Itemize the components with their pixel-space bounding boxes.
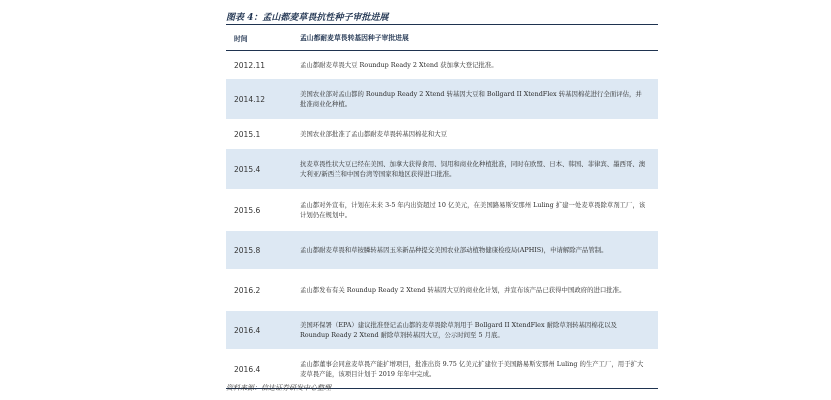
row-text: 孟山都耐麦草畏大豆 Roundup Ready 2 Xtend 获加拿大登记批准。 bbox=[300, 61, 498, 69]
table-row bbox=[226, 269, 658, 310]
approval-table bbox=[226, 24, 658, 389]
row-time: 2012.11 bbox=[234, 60, 266, 70]
row-text: 美国农业部批准了孟山都耐麦草畏转基因棉花和大豆 bbox=[300, 130, 447, 138]
row-time: 2016.4 bbox=[234, 325, 261, 335]
figure-title: 图表 4：孟山都麦草畏抗性种子审批进展 bbox=[226, 13, 389, 23]
row-text: 孟山都董事会同意麦草畏产能扩增项目，批准出资 9.75 亿美元扩建位于美国路易斯安那州 Luling 的生产工厂，用于扩大麦草畏产能，该项目计划于 2019 年年中完成。 bbox=[300, 360, 644, 378]
header-time: 时间 bbox=[234, 34, 248, 43]
row-time: 2016.2 bbox=[234, 285, 261, 295]
row-text: 抗麦草畏性状大豆已经在美国、加拿大获得食用、饲用和商业化种植批准，同时在欧盟、日本、韩国、菲律宾、墨西哥、澳大利亚/新西兰和中国台湾等国家和地区获得进口批准。 bbox=[300, 160, 646, 178]
table-header bbox=[226, 25, 658, 51]
table-row bbox=[226, 189, 658, 230]
table-row bbox=[226, 148, 658, 189]
row-text: 美国环保署（EPA）建议批准登记孟山都的麦草畏除草剂用于 Bollgard II XtendFlex 耐除草剂转基因棉花以及 Roundup Ready 2 Xtend 耐除草剂转基因大豆，公示时间至 5 月底。 bbox=[300, 321, 617, 339]
row-time: 2016.4 bbox=[234, 364, 261, 374]
row-text: 孟山都对外宣布，计划在未来 3-5 年内出资超过 10 亿美元，在美国路易斯安那州 Luling 扩建一处麦草畏除草剂工厂，该计划仍在规划中。 bbox=[300, 201, 646, 219]
row-time: 2015.1 bbox=[234, 129, 261, 139]
row-time: 2015.6 bbox=[234, 205, 261, 215]
row-text: 美国农业部对孟山都的 Roundup Ready 2 Xtend 转基因大豆和 Bollgard II XtendFlex 转基因棉花进行全面评估，并批准商业化种植。 bbox=[300, 90, 642, 108]
row-text: 孟山都耐麦草畏和草铵膦转基因玉米新品种提交美国农业部动植物健康检疫局(APHIS)，申请解除产品管制。 bbox=[300, 246, 608, 254]
table-row bbox=[226, 119, 658, 148]
table-row bbox=[226, 51, 658, 78]
table-row bbox=[226, 310, 658, 349]
row-text: 孟山都发布有关 Roundup Ready 2 Xtend 转基因大豆的商业化计划，并宣布该产品已获得中国政府的进口批准。 bbox=[300, 286, 626, 294]
row-time: 2015.4 bbox=[234, 164, 261, 174]
row-time: 2015.8 bbox=[234, 245, 261, 255]
table-row bbox=[226, 230, 658, 269]
row-time: 2014.12 bbox=[234, 94, 266, 104]
table-row bbox=[226, 78, 658, 119]
header-progress: 孟山都耐麦草畏转基因种子审批进展 bbox=[300, 33, 409, 42]
source-note: 资料来源：信达证券研发中心整理 bbox=[226, 384, 331, 392]
